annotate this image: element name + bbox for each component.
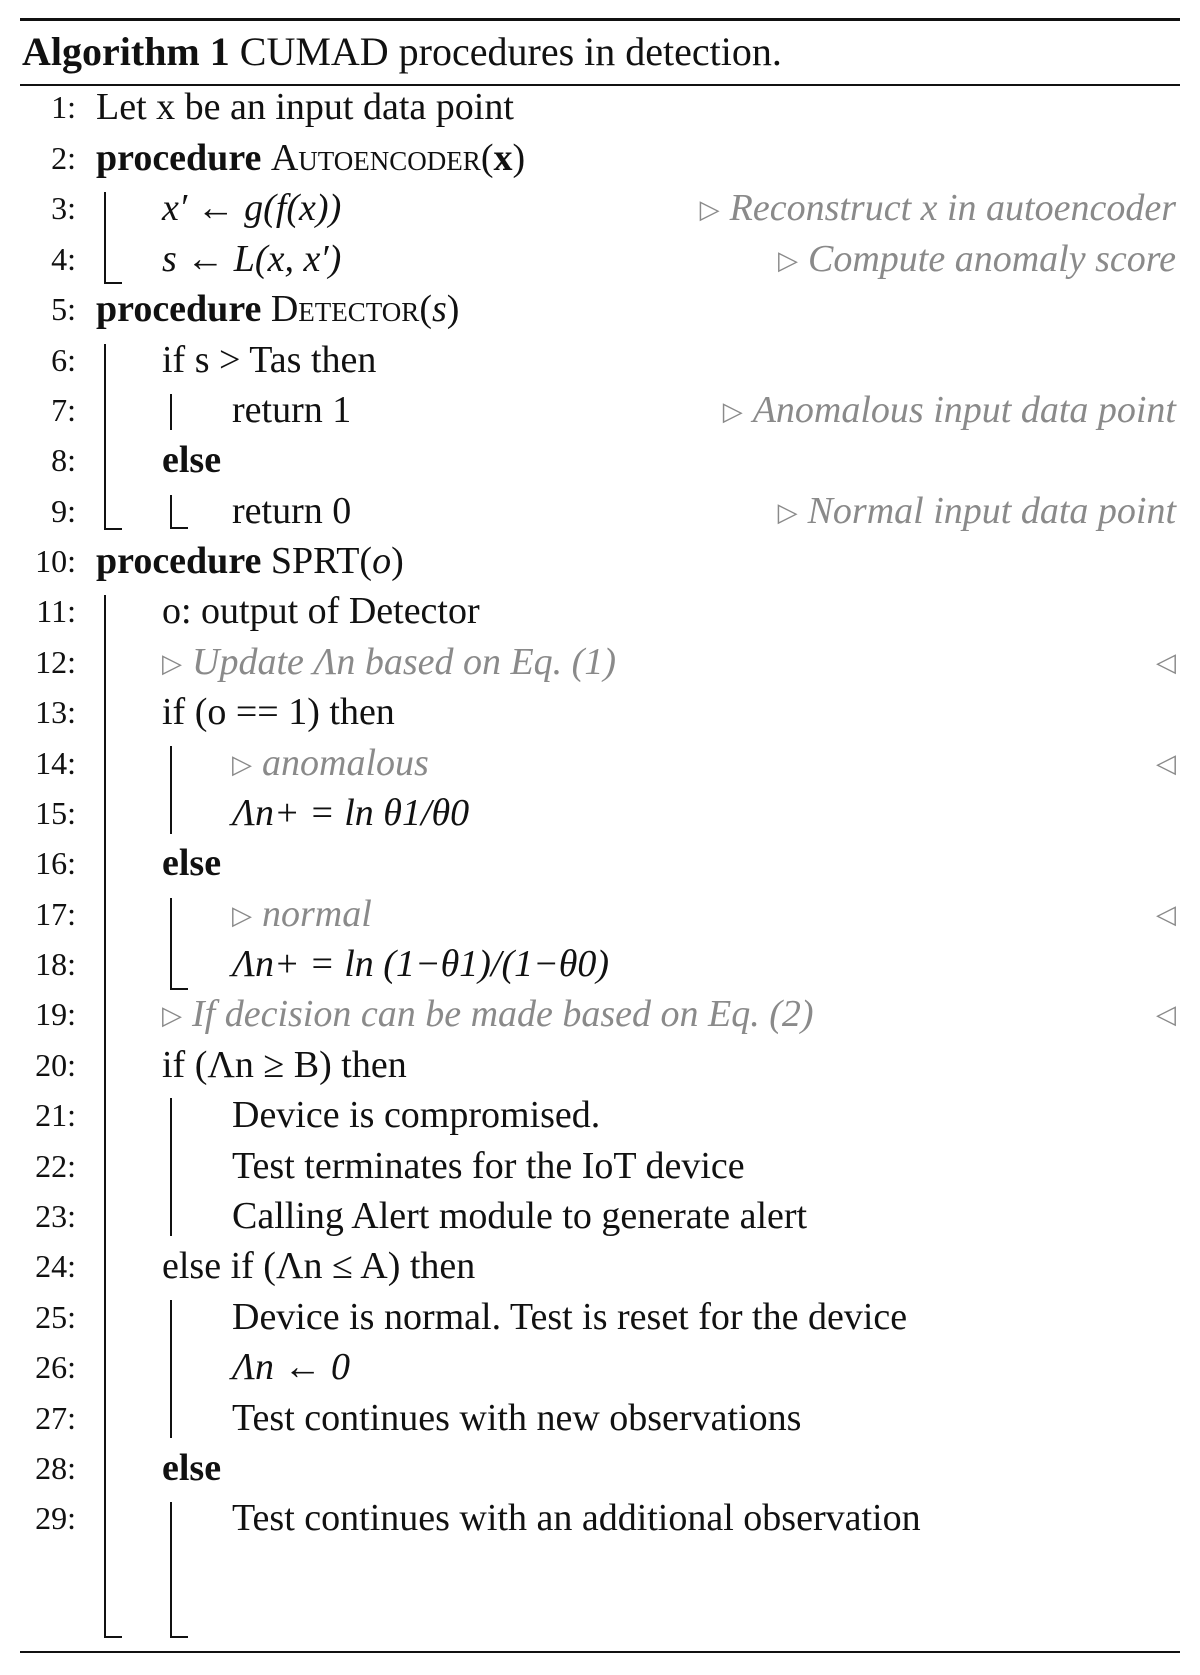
algo-line-17	[0, 888, 1200, 941]
algo-line-5: 5: procedure Detector(s)	[0, 283, 1200, 336]
block-bar-detector	[104, 344, 106, 530]
block-bar-if-compromised	[170, 1098, 172, 1236]
line-number: 18:	[35, 946, 76, 982]
comment-text: Update Λn based on Eq. (1)	[192, 641, 616, 683]
algo-line-6	[0, 334, 1200, 387]
procedure-keyword: procedure	[96, 137, 262, 179]
procedure-name: Detector	[270, 288, 420, 330]
algo-line-29	[0, 1492, 1200, 1545]
comment-text: Reconstruct x in autoencoder	[729, 187, 1176, 229]
line-number: 21:	[35, 1097, 76, 1133]
algo-line-11	[0, 585, 1200, 638]
comment-triangle-icon: ▷	[232, 750, 252, 779]
algo-line-28	[0, 1442, 1200, 1495]
algorithm-label: Algorithm 1	[22, 29, 230, 74]
line-number: 15:	[35, 795, 76, 831]
line-number: 11:	[36, 593, 76, 629]
line-number: 25:	[35, 1299, 76, 1335]
line-comment	[778, 233, 1176, 289]
line-number: 20:	[35, 1047, 76, 1083]
line-number: 3:	[51, 190, 76, 226]
block-foot-final-else	[170, 1636, 188, 1638]
line-number: 6:	[51, 342, 76, 378]
algo-line-27	[0, 1392, 1200, 1445]
algo-line-3	[0, 182, 1200, 235]
comment-end-triangle-icon: ◁	[1156, 648, 1176, 677]
algo-line-4	[0, 233, 1200, 286]
line-text: else	[162, 1447, 222, 1489]
procedure-arg: s	[431, 288, 447, 330]
line-number: 22:	[35, 1148, 76, 1184]
algo-line-8	[0, 434, 1200, 487]
line-text: return 0	[232, 490, 352, 532]
line-number: 13:	[35, 694, 76, 730]
line-text: else	[162, 842, 222, 884]
line-number: 17:	[35, 896, 76, 932]
bottom-rule	[20, 1651, 1180, 1653]
algo-line-13	[0, 686, 1200, 739]
line-number: 2:	[51, 140, 76, 176]
line-number: 5:	[51, 291, 76, 327]
line-text: if (Λn ≥ B) then	[162, 1044, 407, 1086]
line-text: if s > Tas then	[162, 339, 377, 381]
line-number: 1:	[51, 89, 76, 125]
procedure-keyword: procedure	[96, 288, 262, 330]
line-number: 24:	[35, 1248, 76, 1284]
line-number: 9:	[51, 493, 76, 529]
line-text: Device is compromised.	[232, 1094, 601, 1136]
line-number: 14:	[35, 745, 76, 781]
comment-triangle-icon: ▷	[162, 1001, 182, 1030]
block-bar-else	[170, 495, 172, 529]
line-text: Device is normal. Test is reset for the device	[232, 1296, 908, 1338]
comment-text: Compute anomaly score	[808, 238, 1176, 280]
block-bar-autoencoder	[104, 192, 106, 284]
comment-end-triangle-icon: ◁	[1156, 900, 1176, 929]
block-foot-else-normal	[170, 988, 188, 990]
line-number: 29:	[35, 1500, 76, 1536]
line-text: o: output of Detector	[162, 590, 480, 632]
line-expr: Λn ← 0	[232, 1346, 350, 1388]
algo-line-12	[0, 636, 1200, 689]
procedure-keyword: procedure	[96, 540, 262, 582]
comment-triangle-icon: ▷	[777, 498, 798, 527]
algo-line-24	[0, 1240, 1200, 1293]
algo-line-9	[0, 485, 1200, 538]
comment-text: anomalous	[262, 742, 429, 784]
top-rule	[20, 18, 1180, 21]
line-number: 16:	[35, 845, 76, 881]
line-number: 27:	[35, 1400, 76, 1436]
comment-text: Normal input data point	[807, 490, 1176, 532]
line-text: Test continues with new observations	[232, 1397, 802, 1439]
block-foot-detector	[104, 528, 122, 530]
comment-triangle-icon: ▷	[699, 195, 720, 224]
procedure-name: SPRT	[270, 540, 360, 582]
algo-line-15	[0, 787, 1200, 840]
line-number: 19:	[35, 996, 76, 1032]
line-number: 8:	[51, 442, 76, 478]
block-foot-else	[170, 527, 188, 529]
line-comment	[162, 636, 616, 692]
algo-line-14	[0, 737, 1200, 790]
algo-line-25	[0, 1291, 1200, 1344]
procedure-arg: o	[372, 540, 392, 582]
comment-end-triangle-icon: ◁	[1156, 749, 1176, 778]
line-comment	[232, 737, 429, 793]
comment-triangle-icon: ▷	[232, 901, 252, 930]
line-text: Test terminates for the IoT device	[232, 1145, 745, 1187]
block-bar-elseif-normal	[170, 1300, 172, 1438]
block-foot-autoencoder	[104, 282, 122, 284]
line-text: if (o == 1) then	[162, 691, 395, 733]
line-number: 10:	[35, 543, 76, 579]
line-text: Let x be an input data point	[96, 86, 514, 128]
block-bar-if-then	[170, 394, 172, 430]
block-bar-final-else	[170, 1502, 172, 1638]
block-bar-sprt	[104, 595, 106, 1638]
algo-line-19	[0, 988, 1200, 1041]
algo-line-20	[0, 1039, 1200, 1092]
comment-triangle-icon: ▷	[778, 246, 799, 275]
comment-text: If decision can be made based on Eq. (2)	[192, 993, 814, 1035]
algo-line-26	[0, 1341, 1200, 1394]
line-comment	[700, 182, 1176, 238]
line-text: return 1	[232, 389, 352, 431]
comment-text: Anomalous input data point	[752, 389, 1176, 431]
line-expr: x′ ← g(f(x))	[162, 187, 342, 229]
line-number: 4:	[51, 241, 76, 277]
comment-triangle-icon: ▷	[162, 649, 182, 678]
line-text: else if (Λn ≤ A) then	[162, 1245, 476, 1287]
line-comment	[723, 384, 1176, 440]
comment-triangle-icon: ▷	[722, 397, 743, 426]
algorithm-title: CUMAD procedures in detection.	[239, 29, 782, 74]
block-bar-if-anomalous	[170, 746, 172, 834]
algo-line-23	[0, 1190, 1200, 1243]
line-comment	[232, 888, 372, 944]
algo-line-16	[0, 837, 1200, 890]
line-expr: Λn+ = ln θ1/θ0	[232, 792, 470, 834]
line-number: 28:	[35, 1450, 76, 1486]
algo-line-7	[0, 384, 1200, 437]
algo-line-2: 2: procedure Autoencoder(x)	[0, 132, 1200, 185]
line-expr: s ← L(x, x′)	[162, 238, 342, 280]
block-foot-sprt	[104, 1636, 122, 1638]
line-text: Test continues with an additional observation	[232, 1497, 921, 1539]
line-comment	[162, 988, 814, 1044]
line-expr: Λn+ = ln (1−θ1)/(1−θ0)	[232, 943, 610, 985]
comment-end-triangle-icon: ◁	[1156, 1000, 1176, 1029]
line-number: 26:	[35, 1349, 76, 1385]
algo-line-18	[0, 938, 1200, 991]
line-text: Calling Alert module to generate alert	[232, 1195, 808, 1237]
procedure-name: Autoencoder	[270, 137, 481, 179]
line-number: 7:	[51, 392, 76, 428]
line-comment	[778, 485, 1176, 541]
algo-line-1	[0, 81, 1200, 134]
procedure-arg: x	[493, 137, 513, 179]
line-text: else	[162, 439, 222, 481]
line-number: 23:	[35, 1198, 76, 1234]
block-bar-else-normal	[170, 898, 172, 990]
algo-line-10: 10: procedure SPRT(o)	[0, 535, 1200, 588]
line-number: 12:	[35, 644, 76, 680]
algo-line-21	[0, 1089, 1200, 1142]
algorithm-caption	[22, 24, 782, 80]
comment-text: normal	[262, 893, 372, 935]
algo-line-22	[0, 1140, 1200, 1193]
